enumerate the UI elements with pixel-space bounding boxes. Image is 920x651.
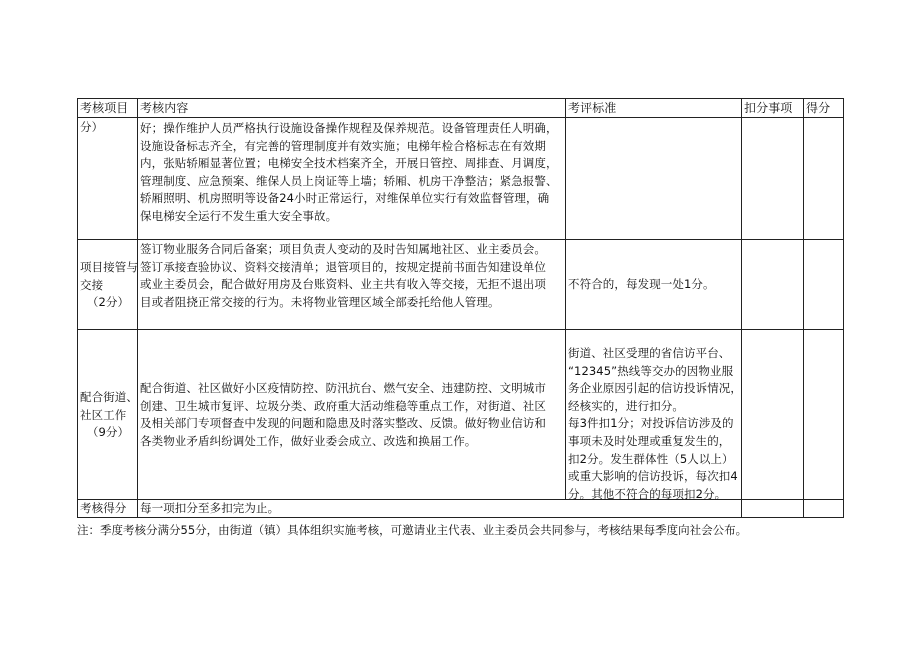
header-standard: 考评标准	[568, 101, 617, 115]
row1-item: 分）	[80, 120, 104, 134]
header-content: 考核内容	[140, 101, 189, 115]
header-deduction: 扣分事项	[744, 101, 793, 115]
row3-content: 配合街道、社区做好小区疫情防控、防汛抗台、燃气安全、违建防控、文明城市 创建、卫生城市复评、垃圾分类、政府重大活动维稳等重点工作，对街道、社区 及相关部门专项督查中发现的问题和隐患及时落实整改、反馈。做好物业信访和 各类物业矛盾纠纷调处工作，做好业委会成立、改选和换届工作。	[140, 381, 546, 448]
column-divider	[565, 99, 566, 499]
footnote: 注：季度考核分满分55分，由街道（镇）具体组织实施考核，可邀请业主代表、业主委员会共同参与，考核结果每季度向社会公布。	[77, 523, 748, 537]
column-divider	[803, 99, 804, 517]
row4-content: 每一项扣分至多扣完为止。	[140, 501, 280, 515]
row3-item: 配合街道、 社区工作 （9分）	[80, 390, 138, 440]
row2-content: 签订物业服务合同后备案；项目负责人变动的及时告知属地社区、业主委员会。 签订承接查验协议、资料交接清单；退管项目的，按规定提前书面告知建设单位 或业主委员会，配合做好用房及台账资料、业主共有收入等交接，无拒不退出项 目或者阻挠正常交接的行为。未将物业管理区域全部委托给他人管理。	[140, 242, 546, 309]
header-score: 得分	[806, 101, 831, 115]
row2-item: 项目接管与 交接 （2分）	[80, 260, 138, 310]
row-divider	[78, 239, 843, 240]
row1-content: 好；操作维护人员严格执行设施设备操作规程及保养规范。设备管理责任人明确， 设施设备标志齐全，有完善的管理制度并有效实施；电梯年检合格标志在有效期 内，张贴轿厢显著位置；电梯安全技术档案齐全，开展日管控、周排查、月调度， 管理制度、应急预案、维保人员上岗证等上墙；轿厢、机房干净整洁；紧急报警、 轿厢照明、机房照明等设备24小时正常运行，对维保单位实行有效监督管理，确 保电梯安全运行不发生重大安全事故。	[140, 121, 558, 223]
header-divider	[78, 117, 843, 118]
row3-standard: 街道、社区受理的省信访平台、 “12345”热线等交办的因物业服 务企业原因引起的信访投诉情况， 经核实的，进行扣分。 每3件扣1分；对投诉信访涉及的 事项未及时处理或重复发生的， 扣2分。发生群体性（5人以上） 或重大影响的信访投诉，每次扣4 分。其他不符合的每项扣2分。	[568, 346, 742, 501]
assessment-table	[77, 98, 844, 518]
row2-standard: 不符合的，每发现一处1分。	[568, 277, 715, 291]
row-divider	[78, 329, 843, 330]
header-item: 考核项目	[80, 101, 129, 115]
row4-item: 考核得分	[80, 501, 127, 515]
column-divider	[137, 99, 138, 517]
